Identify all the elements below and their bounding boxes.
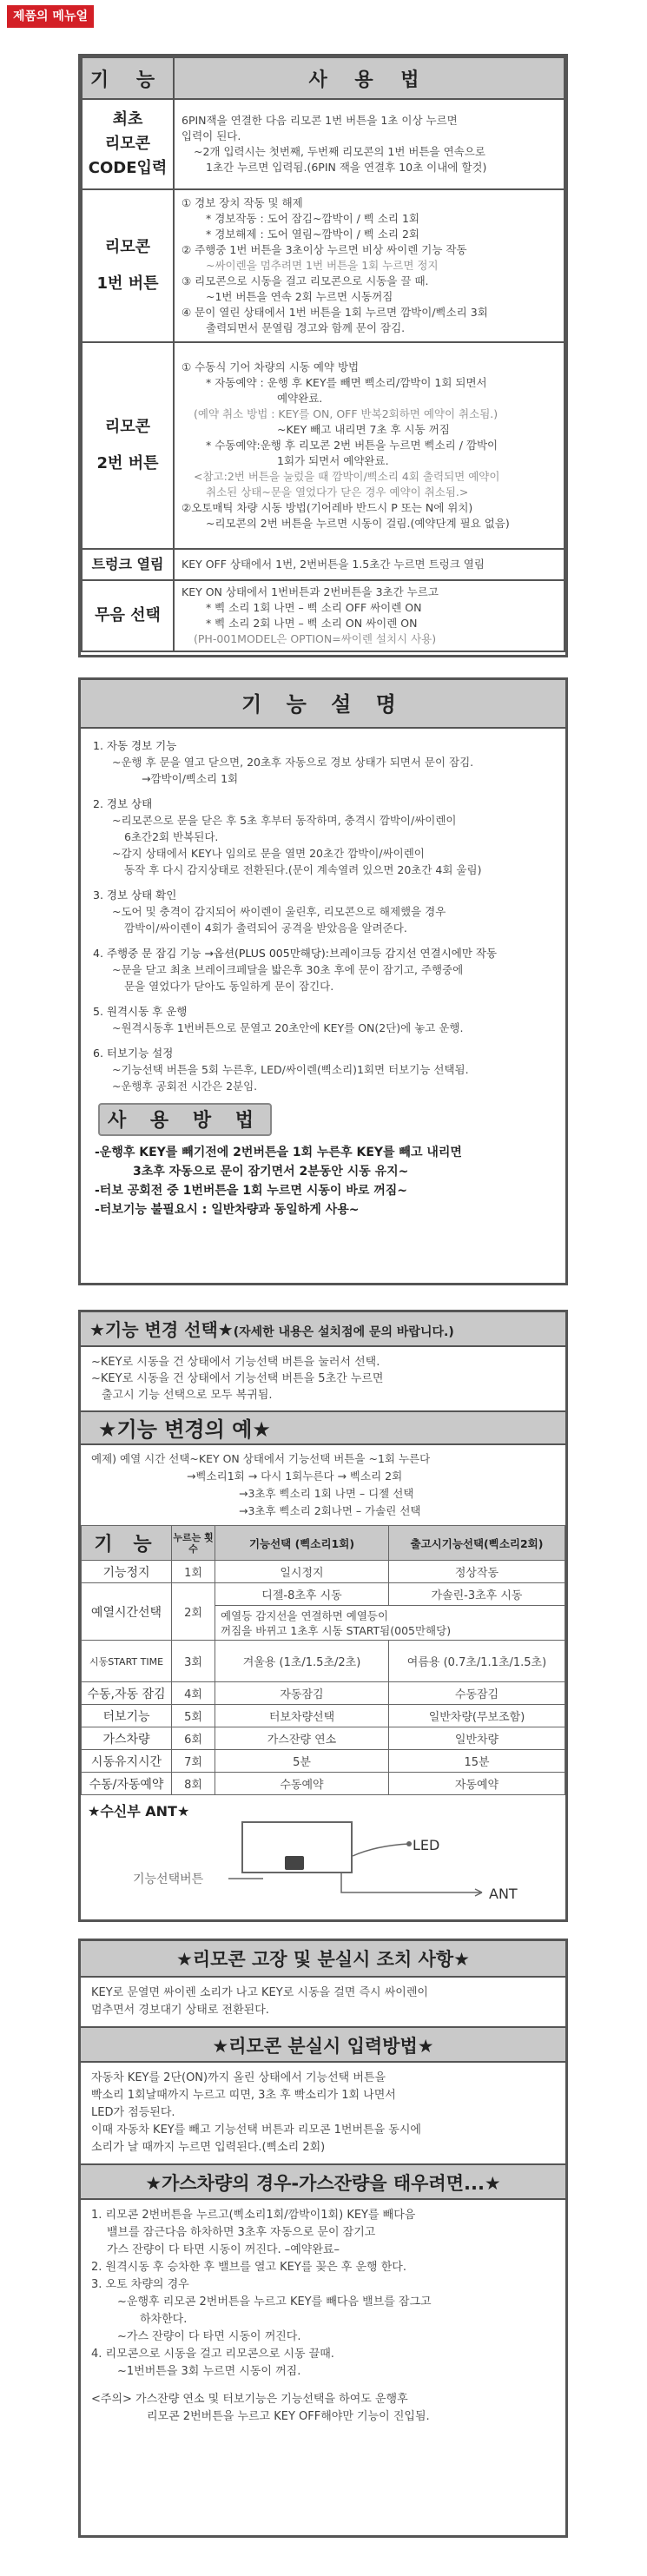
list-item-line: ~문을 닫고 최초 브레이크페달을 밟은후 30초 후에 문이 잠기고, 주행중에: [112, 963, 464, 976]
gas-line: 밸브를 잠근다음 하차하면 3초후 자동으로 문이 잠기고: [107, 2226, 376, 2239]
list-item-line: →깜박이/삑소리 1회: [142, 772, 239, 785]
gas-line: 3. 오토 차량의 경우: [91, 2278, 189, 2291]
list-item-line: 깜박이/싸이렌이 4회가 출력되어 공격을 받았음을 알려준다.: [124, 921, 407, 935]
row-text-silent: KEY ON 상태에서 1번버튼과 2번버튼을 3초간 누르고 * 삑 소리 1회 나면 – 삑 소리 OFF 싸이렌 ON * 삑 소리 2회 나면 – 삑 소리 ON 싸이렌 ON (PH-001MODEL은 OPTION=싸이렌 설치시 사용): [174, 580, 564, 651]
gas-line: ~가스 잔량이 다 타면 시동이 꺼진다.: [117, 2330, 301, 2343]
example-line: 예제) 예열 시간 선택~KEY ON 상태에서 기능선택 버튼을 ~1회 누른다: [91, 1452, 431, 1465]
manual-tag: 제품의 메뉴얼: [7, 5, 94, 28]
list-item: [93, 796, 565, 878]
function-description-title: 기 능 설 명: [81, 680, 565, 729]
function-change-note: (자세한 내용은 설치점에 문의 바랍니다.): [233, 1325, 454, 1339]
gas-text: [81, 2200, 565, 2433]
gas-line: 2. 원격시동 후 승차한 후 밸브를 열고 KEY를 꽂은 후 운행 한다.: [91, 2261, 406, 2274]
list-item-line: 동작 후 다시 감지상태로 전환된다.(문이 계속열려 있으면 20초간 4회 울림): [124, 863, 482, 876]
example-lines: [81, 1445, 565, 1525]
list-item: [93, 887, 565, 936]
example-title: ★기능 변경의 예★: [81, 1410, 565, 1445]
table-row: 시동START TIME 3회 겨울용 (1초/1.5초/2초) 여름용 (0.7초/1.1초/1.5초): [82, 1641, 565, 1682]
table-row: 수동/자동예약 8회 수동예약 자동예약: [82, 1773, 565, 1795]
function-change: [78, 1310, 568, 1922]
row-label-initial-code: 최초 리모콘 CODE입력: [82, 99, 174, 189]
gas-line: [91, 2381, 555, 2391]
row-label-remote-button1: 리모콘 1번 버튼: [82, 189, 174, 342]
list-item: [93, 1003, 565, 1036]
list-item-line: ~운행후 공회전 시간은 2분임.: [112, 1080, 258, 1093]
list-item-line: ~리모콘으로 문을 닫은 후 5초 후부터 동작하며, 충격시 깜박이/싸이렌이: [112, 814, 457, 827]
th-count: 누르는 횟수: [172, 1526, 215, 1561]
gas-line: 가스 잔량이 다 타면 시동이 꺼진다. –예약완료–: [107, 2243, 340, 2256]
list-item-heading: 2. 경보 상태: [93, 797, 153, 810]
function-table: [81, 56, 565, 652]
header-usage: 사 용 법: [174, 57, 564, 99]
function-description-list: [81, 729, 565, 1094]
function-change-intro: ~KEY로 시동을 건 상태에서 기능선택 버튼을 눌러서 선택. ~KEY로 시동을 건 상태에서 기능선택 버튼을 5초간 누르면 출고시 기능 선택으로 모두 복귀됨.: [91, 1356, 384, 1402]
gas-line: 1. 리모콘 2번버튼을 누르고(삑소리1회/깜박이1회) KEY를 빼다음: [91, 2209, 416, 2222]
lost-text: 자동차 KEY를 2단(ON)까지 올린 상태에서 기능선택 버튼을 빡소리 1회날때까지 누르고 띠면, 3초 후 빡소리가 1회 나면서 LED가 점등된다. 이때 자동차 KEY를 빼고 기능선택 버튼과 리모콘 1번버튼을 동시에 소리가 날 때까지 누르면 입력된다.(삑소리 2회): [91, 2071, 421, 2154]
list-item-heading: 5. 원격시동 후 운행: [93, 1005, 188, 1018]
usage-line: -터보기능 불필요시 : 일반차량과 동일하게 사용~: [95, 1203, 360, 1217]
function-select-button-label: 기능선택버튼: [133, 1873, 204, 1886]
fault-title: ★리모콘 고장 및 분실시 조치 사항★: [81, 1941, 565, 1978]
row-text-remote-button2: ① 수동식 기어 차량의 시동 예약 방법 * 자동예약 : 운행 후 KEY를 빼면 삑소리/깜박이 1회 되면서 예약완료. (예약 취소 방법 : KEY를 ON, OFF 반복2회하면 예약이 취소됨.) ~KEY 빼고 내리면 7초 후 시동 꺼짐 * 수동예약:운행 후 리모콘 2번 버튼을 누르면 삑소리 / 깜박이 1회가 되면서 예약완료. <참고:2번 버튼을 눌렀을 때 깜박이/삑소리 4회 출력되면 예약이 취소된 상태~문을 열었다가 닫은 경우 예약이 취소됨.> ②오토매틱 차량 시동 방법(기어레바 반드시 P 또는 N에 위치) ~리모콘의 2번 버튼을 누르면 시동이 걸림.(예약단계 필요 없음): [174, 342, 564, 549]
function-usage-table: [78, 54, 568, 657]
gas-line: ~1번버튼을 3회 누르면 시동이 꺼짐.: [117, 2365, 301, 2378]
row-label-remote-button2: 리모콘 2번 버튼: [82, 342, 174, 549]
table-row: 시동유지시간 7회 5분 15분: [82, 1750, 565, 1773]
row-text-initial-code: 6PIN잭을 연결한 다음 리모콘 1번 버튼을 1초 이상 누르면 입력이 된다. ~2개 입력시는 첫번째, 두번째 리모콘의 1번 버튼을 연속으로 1초간 누르면 입력됨.(6PIN 잭을 연결후 10초 이내에 할것): [174, 99, 564, 189]
row-text-remote-button1: ① 경보 장치 작동 및 해제 * 경보작동 : 도어 잠김~깜박이 / 삑 소리 1회 * 경보해제 : 도어 열림~깜박이 / 삑 소리 2회 ② 주행중 1번 버튼을 3초이상 누르면 비상 싸이렌 기능 작동 ~싸이렌을 멈추려면 1번 버튼을 1회 누르면 정지 ③ 리모콘으로 시동을 걸고 리모콘으로 시동을 끌 때. ~1번 버튼을 연속 2회 누르면 시동꺼짐 ④ 문이 열린 상태에서 1번 버튼을 1회 누르면 깜박이/삑소리 3회 출력되면서 문열림 경고와 함께 문이 잠김.: [174, 189, 564, 342]
gas-line: ~운행후 리모콘 2번버튼을 누르고 KEY를 빼다음 밸브를 잠그고: [117, 2295, 432, 2308]
table-row: 기능정지 1회 일시정지 정상작동: [82, 1561, 565, 1583]
usage-title: 사 용 방 법: [98, 1103, 272, 1136]
function-change-title: ★기능 변경 선택★(자세한 내용은 설치점에 문의 바랍니다.): [81, 1312, 565, 1347]
list-item-line: ~기능선택 버튼을 5회 누른후, LED/싸이렌(삑소리)1회면 터보기능 선택됨.: [112, 1063, 469, 1076]
function-option-table: [81, 1525, 565, 1795]
list-item: [93, 945, 565, 994]
list-item-heading: 1. 자동 경보 기능: [93, 739, 177, 752]
list-item-line: ~도어 및 충격이 감지되어 싸이렌이 울린후, 리모콘으로 해제했을 경우: [112, 905, 446, 918]
gas-line: <주의> 가스잔량 연소 및 터보기능은 기능선택을 하여도 운행후: [91, 2393, 408, 2406]
header-function: 기 능: [82, 57, 174, 99]
example-line: →3초후 삑소리 2회나면 – 가솔린 선택: [239, 1504, 421, 1517]
gas-line: 하차한다.: [140, 2313, 188, 2326]
list-item: [93, 737, 565, 787]
fault-text: KEY로 문열면 싸이렌 소리가 나고 KEY로 시동을 걸면 즉시 싸이렌이 멈추면서 경보대기 상태로 전환된다.: [91, 1986, 428, 2017]
row-label-trunk: 트렁크 열림: [82, 549, 174, 580]
list-item-line: 6초간2회 반복된다.: [124, 830, 219, 843]
th-function: 기 능: [82, 1526, 172, 1561]
list-item-line: ~원격시동후 1번버튼으로 문열고 20초안에 KEY를 ON(2단)에 놓고 운행.: [112, 1021, 464, 1034]
led-label: LED: [413, 1837, 440, 1853]
usage-line: -터보 공회전 중 1번버튼을 1회 누르면 시동이 바로 꺼짐~: [95, 1184, 408, 1198]
ant-label: ANT: [489, 1886, 518, 1902]
usage-lines: [81, 1143, 565, 1219]
gas-title: ★가스차량의 경우-가스잔량을 태우려면...★: [81, 2163, 565, 2200]
table-row: 예열등 감지선을 연결하면 예열등이 꺼짐을 바뀌고 1초후 시동 START됨(005만해당): [82, 1606, 565, 1641]
gas-line: 리모콘 2번버튼을 누르고 KEY OFF해야만 기능이 진입됨.: [147, 2410, 430, 2423]
function-description: [78, 677, 568, 1285]
table-row: 수동,자동 잠김 4회 자동잠김 수동잠김: [82, 1682, 565, 1705]
list-item-line: ~감지 상태에서 KEY나 임의로 문을 열면 20초간 깜박이/싸이렌이: [112, 847, 425, 860]
remote-fault-section: [78, 1939, 568, 2538]
th-option2: 출고시기능선택(삑소리2회): [389, 1526, 565, 1561]
antenna-title: ★수신부 ANT★: [88, 1803, 190, 1820]
list-item-line: 문을 열었다가 닫아도 동일하게 문이 잠긴다.: [124, 980, 334, 993]
list-item-heading: 4. 주행중 문 잠김 기능 →옵션(PLUS 005만해당):브레이크등 감지선 연결시에만 작동: [93, 947, 498, 960]
gas-line: 4. 리모콘으로 시동을 걸고 리모콘으로 시동 끌때.: [91, 2348, 334, 2361]
lost-title: ★리모콘 분실시 입력방법★: [81, 2026, 565, 2063]
usage-line: -운행후 KEY를 빼기전에 2번버튼을 1회 누른후 KEY를 빼고 내리면: [95, 1146, 462, 1159]
table-row: 가스차량 6회 가스잔량 연소 일반차량: [82, 1727, 565, 1750]
row-text-trunk: KEY OFF 상태에서 1번, 2번버튼을 1.5초간 누르면 트렁크 열림: [174, 549, 564, 580]
table-row: 터보기능 5회 터보차량선택 일반차량(무보조함): [82, 1705, 565, 1727]
list-item-line: ~운행 후 문을 열고 닫으면, 20초후 자동으로 경보 상태가 되면서 문이 잠김.: [112, 756, 474, 769]
row-label-silent: 무음 선택: [82, 580, 174, 651]
example-line: →삑소리1회 → 다시 1회누른다 → 삑소리 2회: [187, 1470, 403, 1483]
example-line: →3초후 삑소리 1회 나면 – 디젤 선택: [239, 1487, 414, 1500]
list-item-heading: 6. 터보기능 설정: [93, 1047, 174, 1060]
list-item-heading: 3. 경보 상태 확인: [93, 888, 177, 902]
th-option1: 기능선택 (삑소리1회): [215, 1526, 389, 1561]
usage-line: 3초후 자동으로 문이 잠기면서 2분동안 시동 유지~: [133, 1165, 409, 1179]
table-row: 예열시간선택 2회 디젤-8초후 시동 가솔린-3초후 시동: [82, 1583, 565, 1606]
list-item: [93, 1045, 565, 1094]
antenna-diagram: [81, 1795, 565, 1908]
